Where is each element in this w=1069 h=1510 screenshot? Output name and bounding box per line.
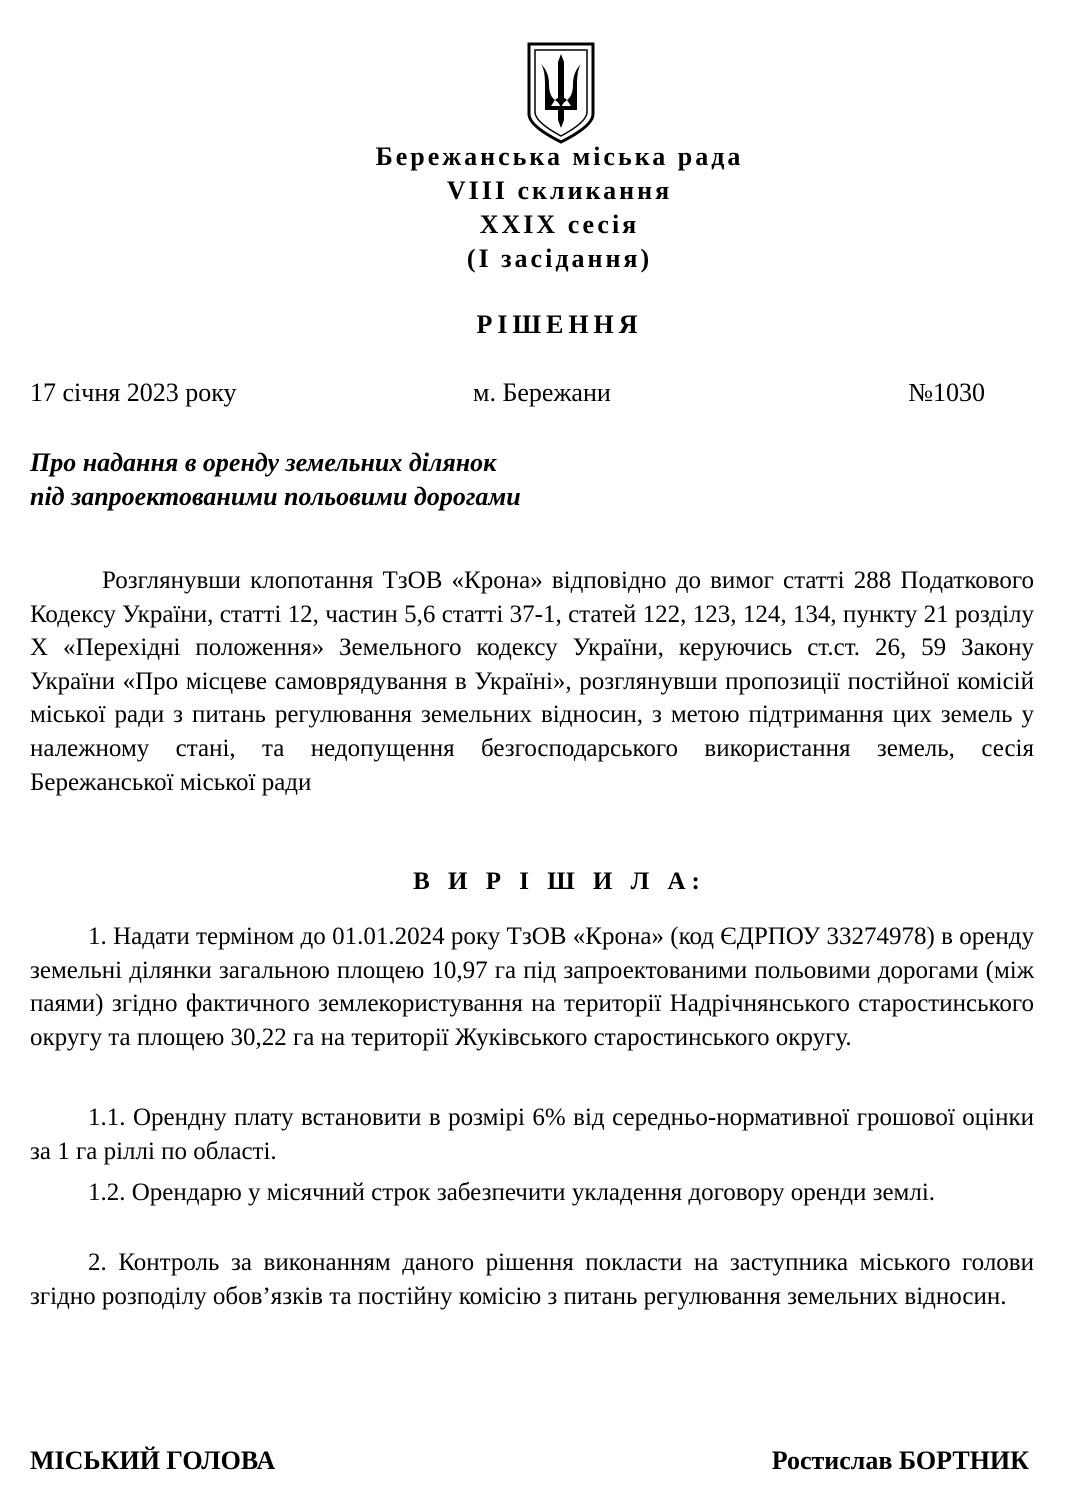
document-subject <box>30 446 521 514</box>
council-name: Бережанська міська рада <box>375 142 744 171</box>
document-date: 17 січня 2023 року <box>30 378 237 407</box>
document-city: м. Бережани <box>473 378 611 407</box>
decision-item-1-2: 1.2. Орендарю у місячний строк забезпечити укладення договору оренди землі. <box>88 1179 936 1206</box>
decision-item-1: 1. Надати терміном до 01.01.2024 року ТзОВ «Крона» (код ЄДРПОУ 33274978) в оренду земельні ділянки загальною площею 10,97 га під запроектованими польовими дорогами (між паями) згідно фактичного землекористування на території Надрічнянського старостинського округу та площею 30,22 га на території Жуківського старостинського округу. <box>30 923 1034 1051</box>
convocation: VIII скликання <box>446 176 673 205</box>
session: XXIX сесія <box>479 210 640 239</box>
decided-heading: В И Р І Ш И Л А: <box>413 868 706 895</box>
trident-coat-of-arms-icon <box>525 40 597 144</box>
signature-position: МІСЬКИЙ ГОЛОВА <box>30 1446 276 1475</box>
preamble-paragraph: Розглянувши клопотання ТзОВ «Крона» відповідно до вимог статті 288 Податкового Кодексу України, статті 12, частин 5,6 статті 37-1, статей 122, 123, 124, 134, пункту 21 розділу Х «Перехідні положення» Земельного кодексу України, керуючись ст.ст. 26, 59 Закону України «Про місцеве самоврядування в Україні», розглянувши пропозиції постійної комісій міської ради з питань регулювання земельних відносин, з метою підтримання цих земель у належному стані, та недопущення безгосподарського використання земель, сесія Бережанської міської ради <box>30 567 1034 796</box>
subject-line-1: Про надання в оренду земельних ділянок <box>30 448 497 477</box>
document-number: №1030 <box>908 378 985 407</box>
signature-name: Ростислав БОРТНИК <box>771 1446 1029 1475</box>
decision-item-2: 2. Контроль за виконанням даного рішення покласти на заступника міського голови згідно розподілу обов’язків та постійну комісію з питань регулювання земельних відносин. <box>30 1249 1034 1310</box>
subject-line-2: під запроектованими польовими дорогами <box>30 482 521 511</box>
council-header <box>0 140 1069 276</box>
document-meta <box>30 378 985 412</box>
meeting: (І засідання) <box>466 244 653 273</box>
decision-item-1-1: 1.1. Орендну плату встановити в розмірі 6% від середньо-нормативної грошової оцінки за 1 га ріллі по області. <box>30 1104 1034 1165</box>
document-type-title: РІШЕННЯ <box>476 310 643 339</box>
